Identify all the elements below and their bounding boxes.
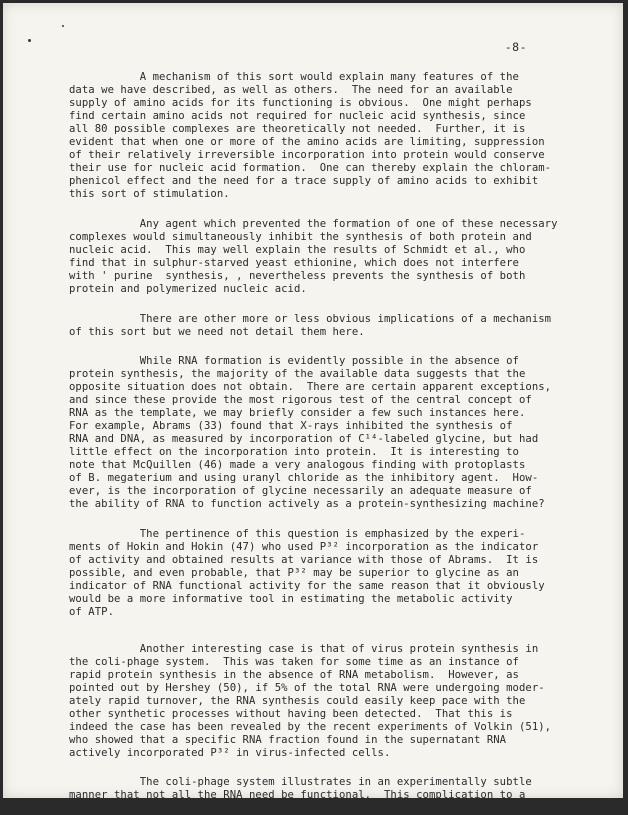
text-line: indicator of RNA functional activity for the same reason that it obviously	[69, 580, 545, 592]
text-line: For example, Abrams (33) found that X-rays inhibited the synthesis of	[69, 420, 513, 432]
paper-speck	[62, 25, 64, 27]
text-line: ments of Hokin and Hokin (47) who used P³² incorporation as the indicator	[69, 541, 539, 553]
text-line: single interpretation of correlative experiments is more `obviously `	[69, 802, 513, 814]
text-line: of B. megaterium and using uranyl chloride as the inhibitory agent. How-	[69, 472, 539, 484]
text-line: RNA and DNA, as measured by incorporation of C¹⁴-labeled glycine, but had	[69, 433, 539, 445]
text-line: the coli-phage system. This was taken for some time as an instance of	[69, 656, 519, 668]
text-line: protein and polymerized nucleic acid.	[69, 283, 307, 295]
text-line: other synthetic processes without having been detected. That this is	[69, 708, 513, 720]
text-line: complexes would simultaneously inhibit the synthesis of both protein and	[69, 231, 532, 243]
paragraph	[69, 313, 594, 339]
text-line: ever, is the incorporation of glycine necessarily an adequate measure of	[69, 485, 532, 497]
text-line: little effect on the incorporation into protein. It is interesting to	[69, 446, 519, 458]
text-line: While RNA formation is evidently possible in the absence of	[69, 355, 519, 367]
text-line: Another interesting case is that of virus protein synthesis in	[69, 643, 539, 655]
text-line: phenicol effect and the need for a trace supply of amino acids to exhibit	[69, 175, 539, 187]
document-page	[3, 3, 623, 814]
text-line: pointed out by Hershey (50), if 5% of the total RNA were undergoing moder-	[69, 682, 545, 694]
text-line: of their relatively irreversible incorporation into protein would conserve	[69, 149, 545, 161]
text-line: find certain amino acids not required for nucleic acid synthesis, since	[69, 110, 526, 122]
text-line: of ATP.	[69, 606, 114, 618]
text-line: RNA as the template, we may briefly consider a few such instances here.	[69, 407, 526, 419]
text-line: Any agent which prevented the formation of one of these necessary	[69, 218, 558, 230]
text-line: ately rapid turnover, the RNA synthesis could easily keep pace with the	[69, 695, 526, 707]
paragraph	[69, 71, 594, 201]
text-line: actively incorporated P³² in virus-infected cells.	[69, 747, 391, 759]
text-line: and since these provide the most rigorous test of the central concept of	[69, 394, 532, 406]
text-line: opposite situation does not obtain. There are certain apparent exceptions,	[69, 381, 552, 393]
text-line: There are other more or less obvious implications of a mechanism	[69, 313, 552, 325]
text-line: would be a more informative tool in estimating the metabolic activity	[69, 593, 513, 605]
text-line: protein synthesis, the majority of the available data suggests that the	[69, 368, 526, 380]
text-line: indeed the case has been revealed by the recent experiments of Volkin (51),	[69, 721, 552, 733]
text-line: find that in sulphur-starved yeast ethionine, which does not interfere	[69, 257, 519, 269]
text-line: of this sort but we need not detail them here.	[69, 326, 365, 338]
text-line: the ability of RNA to function actively as a protein-synthesizing machine?	[69, 498, 545, 510]
text-line: rapid protein synthesis in the absence of RNA metabolism. However, as	[69, 669, 519, 681]
text-line: A mechanism of this sort would explain many features of the	[69, 71, 519, 83]
text-line: evident that when one or more of the amino acids are limiting, suppression	[69, 136, 545, 148]
paragraph	[69, 355, 594, 511]
text-line: all 80 possible complexes are theoretically not needed. Further, it is	[69, 123, 526, 135]
text-line: The pertinence of this question is emphasized by the experi-	[69, 528, 526, 540]
text-line: of activity and obtained results at variance with those of Abrams. It is	[69, 554, 539, 566]
text-line: with ' purine synthesis, , nevertheless prevents the synthesis of both	[69, 270, 526, 282]
paragraph	[69, 218, 594, 296]
text-line: who showed that a specific RNA fraction found in the supernatant RNA	[69, 734, 507, 746]
page-number: -8-	[504, 40, 527, 54]
text-line: data we have described, as well as others. The need for an available	[69, 84, 513, 96]
paragraph	[69, 528, 594, 619]
paragraph	[69, 643, 594, 760]
body-text	[69, 71, 594, 815]
text-line: manner that not all the RNA need be functional. This complication to a	[69, 789, 526, 801]
text-line: their use for nucleic acid formation. One can thereby explain the chloram-	[69, 162, 552, 174]
text-line: this sort of stimulation.	[69, 188, 230, 200]
text-line: note that McQuillen (46) made a very analogous finding with protoplasts	[69, 459, 526, 471]
text-line: nucleic acid. This may well explain the results of Schmidt et al., who	[69, 244, 526, 256]
text-line: possible, and even probable, that P³² may be superior to glycine as an	[69, 567, 519, 579]
text-line: supply of amino acids for its functioning is obvious. One might perhaps	[69, 97, 532, 109]
paragraph	[69, 776, 594, 815]
paper-speck	[28, 39, 31, 42]
text-line: The coli-phage system illustrates in an experimentally subtle	[69, 776, 532, 788]
